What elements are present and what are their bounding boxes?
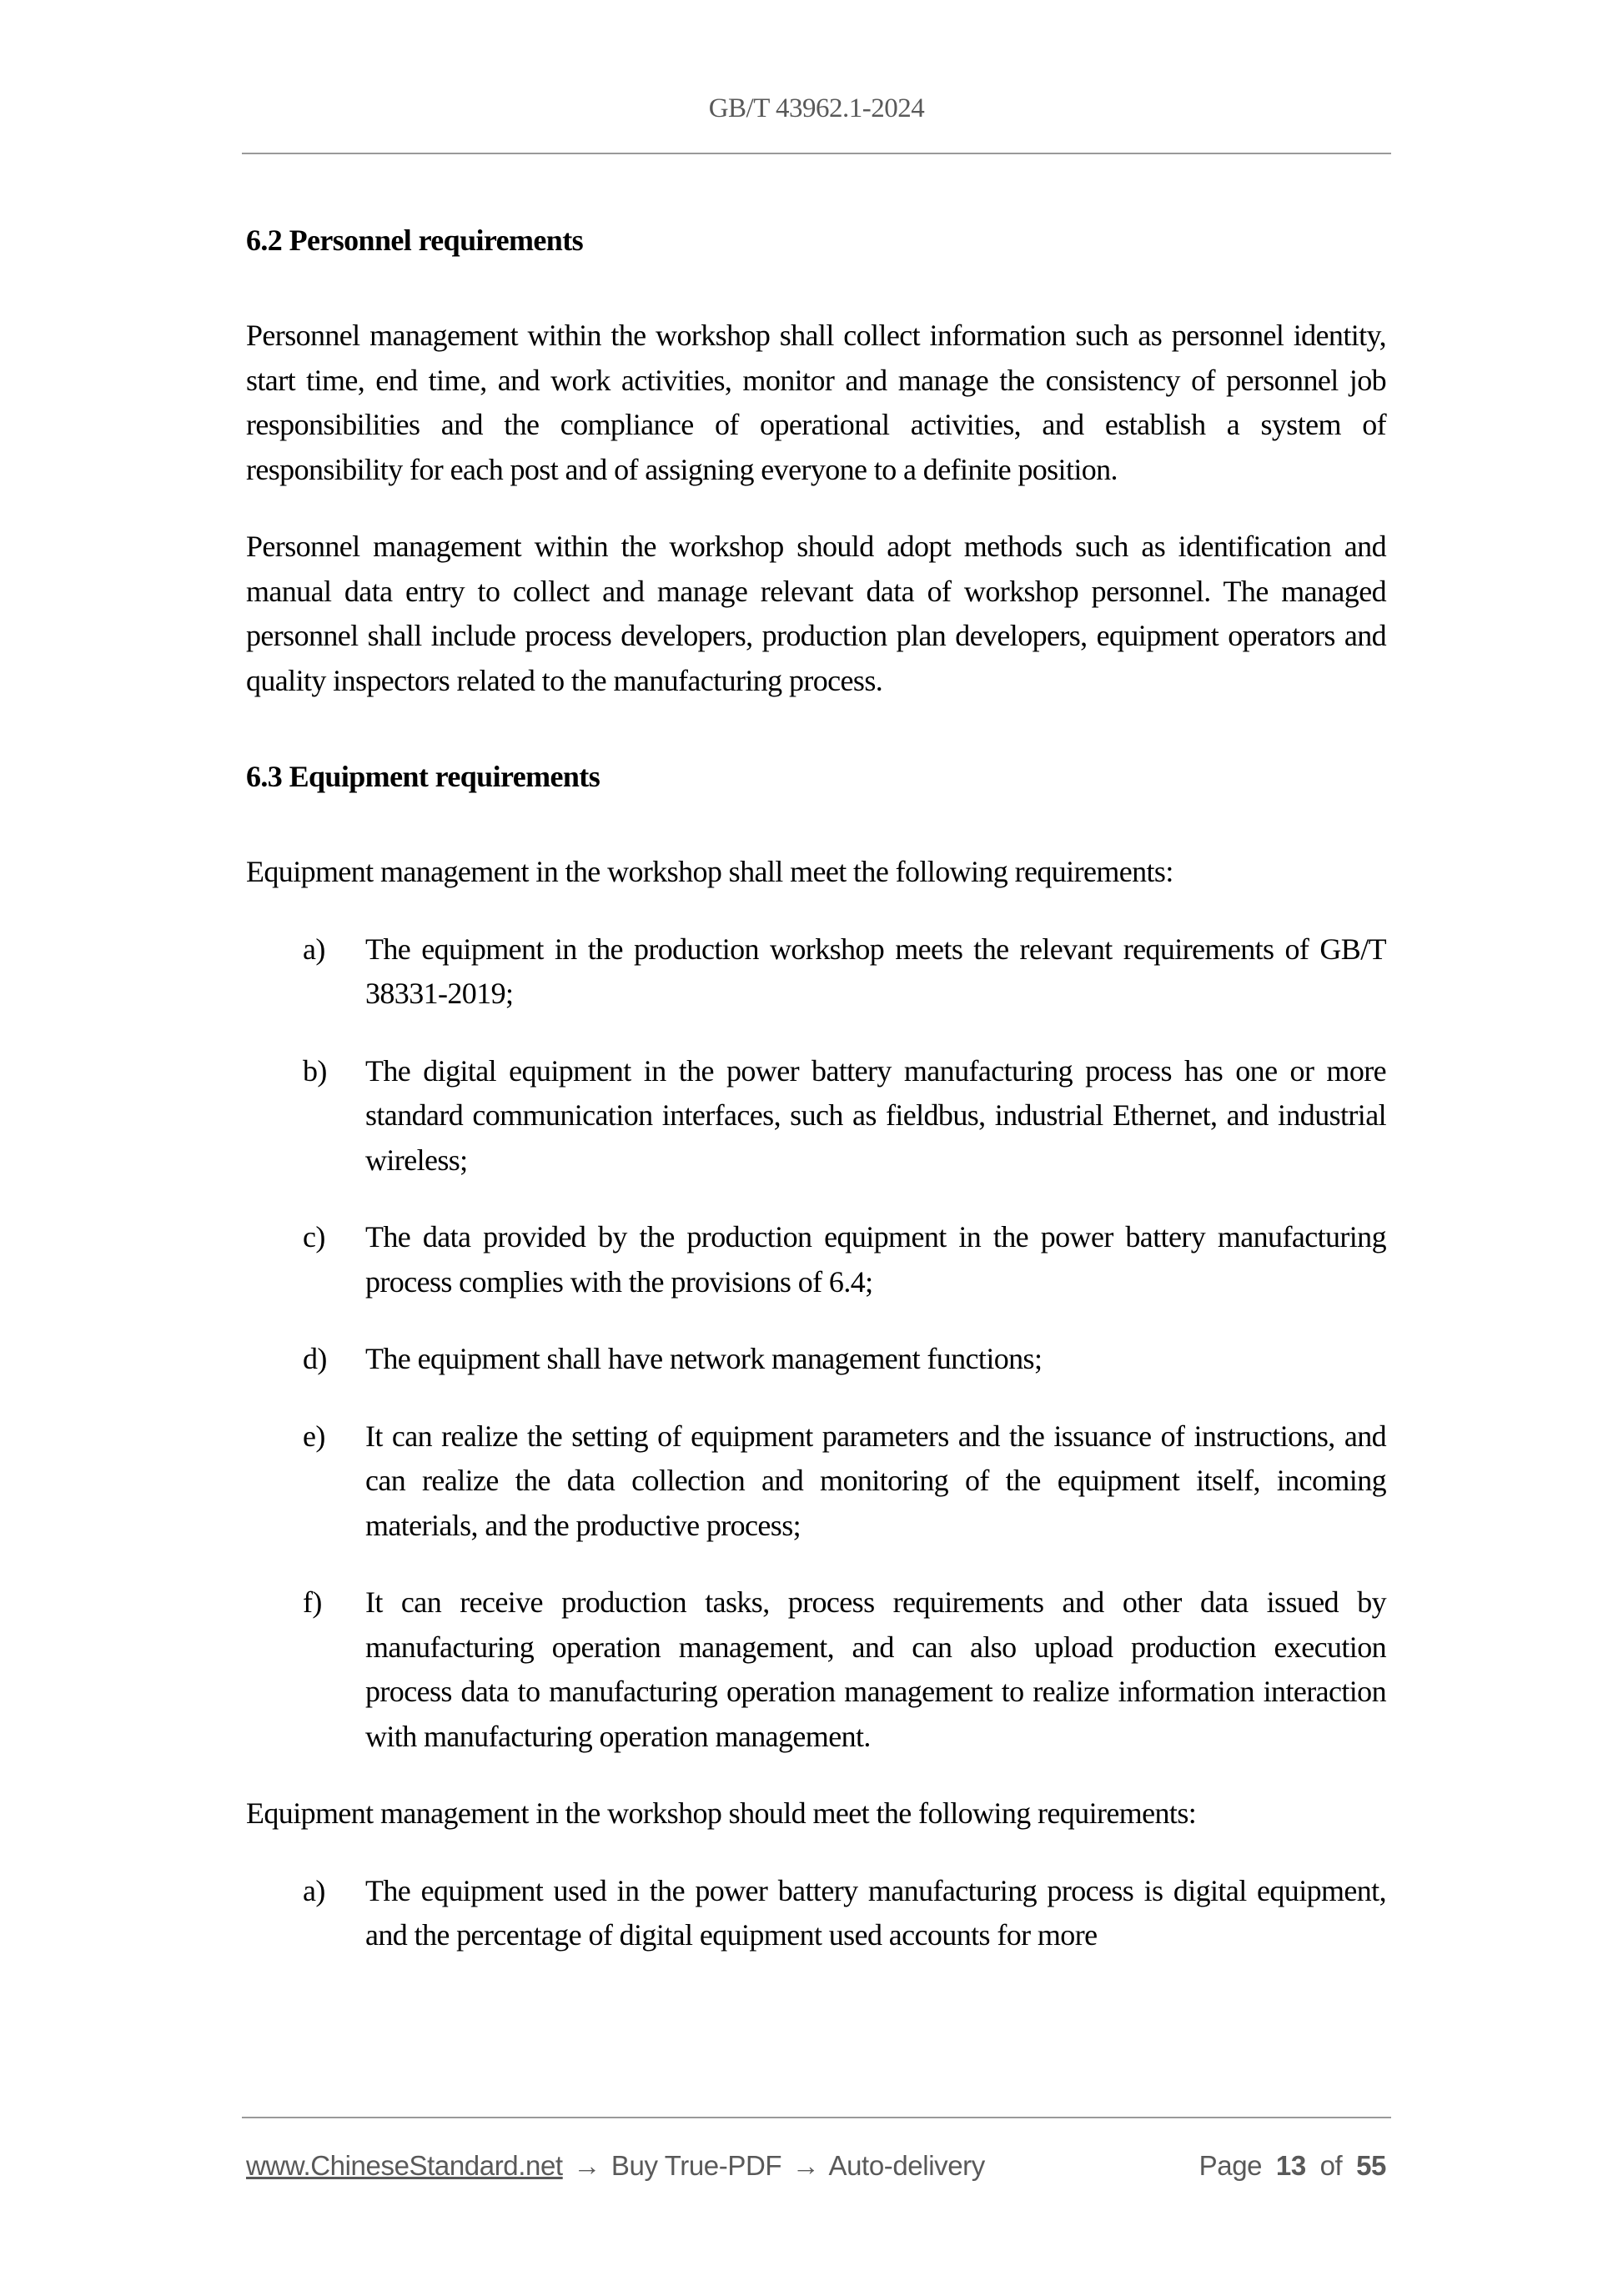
list-item bbox=[246, 1049, 1386, 1183]
list-item-label: b) bbox=[303, 1053, 327, 1088]
list-item-text: The digital equipment in the power battery manufacturing process has one or more standard communication interfaces, such as fieldbus, industrial Ethernet, and industrial wireless; bbox=[365, 1053, 1386, 1177]
list-item-text: It can realize the setting of equipment parameters and the issuance of instructions, and can realize the data collection and monitoring of the equipment itself, incoming materials, and the productive process; bbox=[365, 1419, 1386, 1542]
list-item bbox=[246, 1215, 1386, 1304]
list-item-text: The data provided by the production equipment in the power battery manufacturing process complies with the provisions of 6.4; bbox=[365, 1220, 1386, 1299]
list-item bbox=[246, 1869, 1386, 1958]
total-page-count: 55 bbox=[1356, 2150, 1386, 2181]
list-item bbox=[246, 1337, 1386, 1382]
arrow-right-icon: → bbox=[791, 2150, 820, 2181]
paragraph: Personnel management within the workshop shall collect information such as personnel identity, start time, end time, and work activities, monitor and manage the consistency of personnel job responsibilities and the compliance of operational activities, and establish a system of responsibility for each post and of assigning everyone to a definite position. bbox=[246, 319, 1386, 486]
should-requirements-intro: Equipment management in the workshop should meet the following requirements: bbox=[246, 1796, 1197, 1830]
site-link[interactable]: www.ChineseStandard.net bbox=[246, 2150, 563, 2181]
list-item bbox=[246, 1580, 1386, 1759]
list-item-text: The equipment in the production workshop meets the relevant requirements of GB/T 38331-2019; bbox=[365, 932, 1386, 1010]
list-item-label: a) bbox=[303, 932, 325, 966]
header-divider bbox=[242, 153, 1391, 154]
list-item-text: It can receive production tasks, process requirements and other data issued by manufacturing operation management, and can also upload production execution process data to manufacturing operation management to realize information interaction with manufacturing operation management. bbox=[365, 1585, 1386, 1753]
arrow-right-icon: → bbox=[573, 2150, 601, 2181]
document-id-header: GB/T 43962.1-2024 bbox=[708, 93, 925, 123]
auto-delivery-label: Auto-delivery bbox=[828, 2150, 985, 2181]
section-heading-equipment: 6.3 Equipment requirements bbox=[246, 760, 600, 793]
current-page-number: 13 bbox=[1275, 2150, 1306, 2181]
shall-requirements-intro: Equipment management in the workshop shall meet the following requirements: bbox=[246, 855, 1173, 888]
footer-promo bbox=[246, 2150, 985, 2182]
page-indicator bbox=[1193, 2150, 1386, 2182]
list-item bbox=[246, 1414, 1386, 1549]
list-item-label: f) bbox=[303, 1585, 322, 1619]
buy-pdf-label: Buy True-PDF bbox=[611, 2150, 782, 2181]
section-heading-personnel: 6.2 Personnel requirements bbox=[246, 224, 584, 257]
of-word: of bbox=[1319, 2150, 1343, 2181]
paragraph: Personnel management within the workshop should adopt methods such as identification and manual data entry to collect and manage relevant data of workshop personnel. The managed personnel shall include process developers, production plan developers, equipment operators and quality inspectors related to the manufacturing process. bbox=[246, 530, 1386, 697]
list-item-text: The equipment used in the power battery manufacturing process is digital equipment, and the percentage of digital equipment used accounts for more bbox=[365, 1873, 1386, 1952]
should-requirements-list bbox=[246, 1869, 1386, 1958]
document-body bbox=[246, 219, 1386, 1958]
list-item-label: c) bbox=[303, 1220, 325, 1254]
list-item-label: d) bbox=[303, 1342, 327, 1375]
list-item-label: a) bbox=[303, 1873, 325, 1907]
list-item-label: e) bbox=[303, 1419, 325, 1453]
footer-divider bbox=[242, 2117, 1391, 2118]
list-item-text: The equipment shall have network management functions; bbox=[365, 1342, 1043, 1375]
list-item bbox=[246, 927, 1386, 1017]
shall-requirements-list bbox=[246, 927, 1386, 1760]
page-word: Page bbox=[1198, 2150, 1263, 2181]
